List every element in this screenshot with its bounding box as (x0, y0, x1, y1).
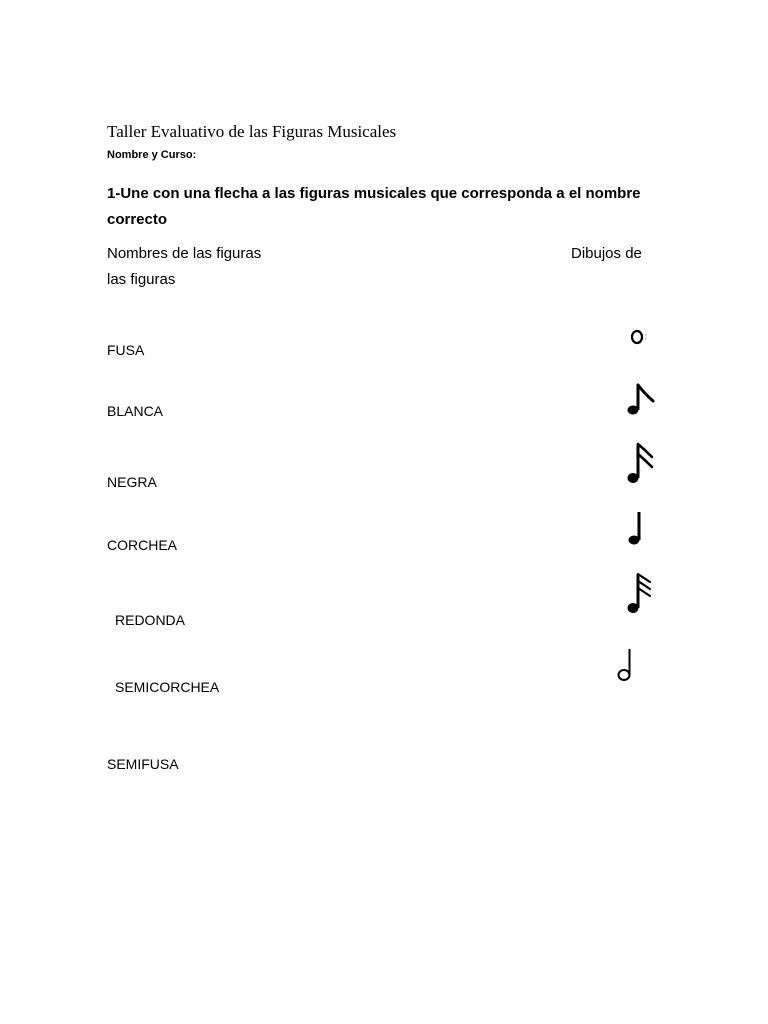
page-title: Taller Evaluativo de las Figuras Musicales (107, 122, 397, 141)
instruction-text: 1-Une con una flecha a las figuras musicales que corresponda a el nombre correcto (107, 185, 641, 228)
whole-note-icon (628, 326, 650, 348)
thirty-second-note-icon (624, 572, 658, 618)
eighth-note-icon (624, 381, 658, 419)
name-course-label: Nombre y Curso: (107, 149, 197, 161)
names-column-header: Nombres de las figuras (107, 245, 262, 262)
quarter-note-icon (626, 510, 652, 548)
names-column-header-continued: las figuras (107, 271, 176, 288)
drawings-column-header: Dibujos de (571, 245, 642, 262)
name-item-semifusa: SEMIFUSA (107, 756, 179, 772)
name-item-blanca: BLANCA (107, 403, 164, 419)
half-note-icon (614, 646, 640, 686)
name-item-semicorchea: SEMICORCHEA (115, 679, 220, 695)
name-item-redonda: REDONDA (115, 612, 186, 628)
sixteenth-note-icon (624, 441, 658, 487)
name-item-fusa: FUSA (107, 342, 145, 358)
name-item-negra: NEGRA (107, 474, 157, 490)
name-item-corchea: CORCHEA (107, 537, 178, 553)
